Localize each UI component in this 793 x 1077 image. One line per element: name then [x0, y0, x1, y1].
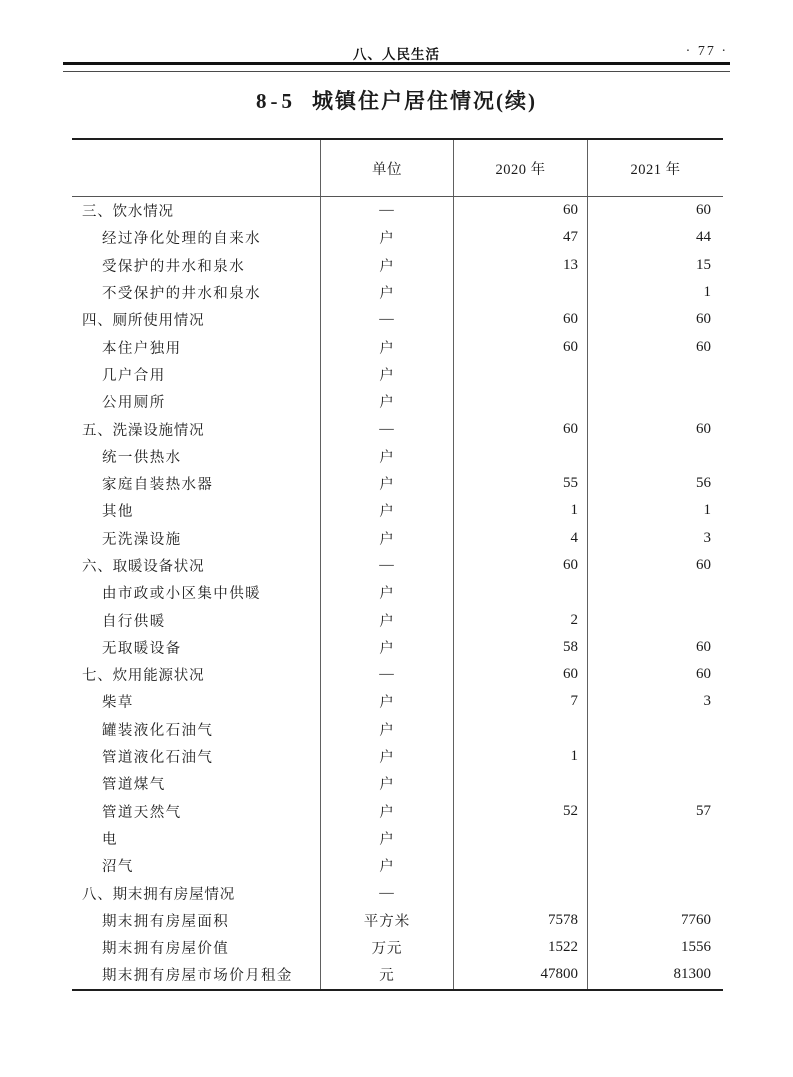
row-label: 家庭自装热水器	[102, 477, 214, 494]
row-value-2020	[453, 443, 587, 470]
row-label: 受保护的井水和泉水	[102, 258, 246, 275]
row-label: 公用厕所	[102, 395, 166, 412]
row-value-2021: 60	[587, 333, 723, 360]
row-value-2021	[587, 825, 723, 852]
table-row	[72, 879, 723, 906]
row-label: 期末拥有房屋市场价月租金	[102, 968, 293, 985]
table-row	[72, 934, 723, 961]
row-value-2021: 3	[587, 525, 723, 552]
row-value-2021	[587, 579, 723, 606]
header-rule-thin	[63, 71, 730, 73]
row-unit: —	[320, 661, 453, 688]
row-value-2021: 1	[587, 279, 723, 306]
row-value-2021: 15	[587, 252, 723, 279]
row-unit: —	[320, 197, 453, 224]
page-number: · 77 ·	[685, 44, 728, 59]
row-value-2020: 60	[453, 415, 587, 442]
row-value-2021: 1	[587, 497, 723, 524]
row-unit: 户	[320, 825, 453, 852]
row-unit: 平方米	[320, 907, 453, 934]
row-label: 八、期末拥有房屋情况	[82, 886, 235, 903]
row-label: 其他	[102, 504, 134, 521]
row-value-2020: 60	[453, 197, 587, 224]
table-row	[72, 688, 723, 715]
running-header-title: 八、人民生活	[353, 47, 440, 62]
table-row	[72, 552, 723, 579]
row-value-2020: 7	[453, 688, 587, 715]
row-label: 无洗澡设施	[102, 531, 182, 548]
row-label: 经过净化处理的自来水	[102, 231, 261, 248]
row-unit: 户	[320, 279, 453, 306]
row-unit: —	[320, 415, 453, 442]
row-value-2020: 2	[453, 606, 587, 633]
table-header-row	[72, 140, 723, 197]
row-value-2021: 60	[587, 197, 723, 224]
row-value-2020: 60	[453, 552, 587, 579]
row-value-2020	[453, 879, 587, 906]
table-row	[72, 333, 723, 360]
table-row	[72, 252, 723, 279]
row-unit: —	[320, 879, 453, 906]
row-label: 期末拥有房屋价值	[102, 941, 230, 958]
row-unit: 户	[320, 443, 453, 470]
table-row	[72, 825, 723, 852]
row-value-2021	[587, 852, 723, 879]
table-row	[72, 415, 723, 442]
row-label: 五、洗澡设施情况	[82, 422, 205, 439]
table-row	[72, 279, 723, 306]
row-unit: 万元	[320, 934, 453, 961]
row-unit: 户	[320, 333, 453, 360]
row-value-2020: 4	[453, 525, 587, 552]
table-row	[72, 470, 723, 497]
row-unit: 户	[320, 388, 453, 415]
row-unit: —	[320, 306, 453, 333]
row-unit: 户	[320, 770, 453, 797]
row-value-2020	[453, 770, 587, 797]
row-label: 四、厕所使用情况	[82, 313, 205, 330]
table-row	[72, 525, 723, 552]
table-row	[72, 907, 723, 934]
row-value-2021	[587, 443, 723, 470]
row-value-2021: 60	[587, 415, 723, 442]
header-cell-2021: 2021 年	[587, 140, 723, 196]
row-value-2020: 1	[453, 497, 587, 524]
row-value-2020	[453, 388, 587, 415]
row-unit: 户	[320, 634, 453, 661]
row-label: 本住户独用	[102, 340, 182, 357]
row-label: 沼气	[102, 859, 134, 876]
row-value-2021	[587, 770, 723, 797]
row-unit: 户	[320, 525, 453, 552]
row-value-2020	[453, 825, 587, 852]
row-value-2020: 60	[453, 306, 587, 333]
table-row	[72, 743, 723, 770]
header-cell-unit: 单位	[320, 140, 453, 196]
row-unit: —	[320, 552, 453, 579]
row-value-2020	[453, 852, 587, 879]
row-unit: 户	[320, 798, 453, 825]
row-value-2021	[587, 743, 723, 770]
row-unit: 户	[320, 579, 453, 606]
table-row	[72, 224, 723, 251]
header-rule-thick	[63, 62, 730, 65]
table-row	[72, 961, 723, 988]
row-value-2021: 60	[587, 306, 723, 333]
row-value-2020	[453, 279, 587, 306]
row-value-2020: 60	[453, 661, 587, 688]
row-value-2021: 56	[587, 470, 723, 497]
row-value-2021	[587, 879, 723, 906]
statistics-table	[72, 138, 723, 991]
row-label: 七、炊用能源状况	[82, 668, 205, 685]
row-value-2021: 3	[587, 688, 723, 715]
row-value-2020: 47	[453, 224, 587, 251]
table-row	[72, 661, 723, 688]
row-label: 六、取暖设备状况	[82, 559, 205, 575]
table-row	[72, 852, 723, 879]
row-unit: 户	[320, 743, 453, 770]
row-label: 罐装液化石油气	[102, 722, 214, 739]
row-value-2020: 7578	[453, 907, 587, 934]
row-value-2021: 7760	[587, 907, 723, 934]
row-value-2020: 55	[453, 470, 587, 497]
row-label: 几户合用	[102, 367, 166, 384]
table-row	[72, 634, 723, 661]
row-label: 无取暖设备	[102, 640, 182, 657]
row-label: 自行供暖	[102, 613, 166, 630]
table-row	[72, 798, 723, 825]
table-row	[72, 197, 723, 224]
row-unit: 户	[320, 688, 453, 715]
table-row	[72, 306, 723, 333]
row-value-2021	[587, 716, 723, 743]
table-title	[0, 85, 793, 115]
row-value-2020: 13	[453, 252, 587, 279]
row-value-2021: 1556	[587, 934, 723, 961]
header-cell-2020: 2020 年	[453, 140, 587, 196]
table-number: 8-5	[256, 89, 296, 113]
row-label: 柴草	[102, 695, 134, 712]
table-row	[72, 579, 723, 606]
row-label: 由市政或小区集中供暖	[102, 586, 261, 603]
row-label: 电	[102, 831, 118, 848]
row-value-2020	[453, 361, 587, 388]
row-unit: 元	[320, 961, 453, 988]
row-unit: 户	[320, 361, 453, 388]
row-value-2021: 60	[587, 661, 723, 688]
row-label: 管道天然气	[102, 804, 182, 821]
row-unit: 户	[320, 497, 453, 524]
row-value-2020: 47800	[453, 961, 587, 988]
table-row	[72, 606, 723, 633]
row-unit: 户	[320, 470, 453, 497]
row-value-2020	[453, 579, 587, 606]
row-value-2020	[453, 716, 587, 743]
row-unit: 户	[320, 852, 453, 879]
row-label: 期末拥有房屋面积	[102, 913, 230, 930]
row-value-2021: 60	[587, 552, 723, 579]
row-label: 管道煤气	[102, 777, 166, 794]
header-cell-label	[72, 140, 320, 196]
table-row	[72, 361, 723, 388]
row-value-2020: 1522	[453, 934, 587, 961]
row-value-2021: 60	[587, 634, 723, 661]
row-unit: 户	[320, 252, 453, 279]
row-value-2020: 52	[453, 798, 587, 825]
row-label: 不受保护的井水和泉水	[102, 286, 261, 303]
row-value-2021	[587, 606, 723, 633]
row-value-2021	[587, 361, 723, 388]
row-value-2020: 58	[453, 634, 587, 661]
row-label: 统一供热水	[102, 449, 182, 466]
row-value-2021	[587, 388, 723, 415]
row-unit: 户	[320, 606, 453, 633]
table-row	[72, 770, 723, 797]
row-label: 三、饮水情况	[82, 204, 174, 221]
table-title-text: 城镇住户居住情况(续)	[312, 89, 537, 113]
row-value-2021: 81300	[587, 961, 723, 988]
table-row	[72, 716, 723, 743]
row-value-2020: 60	[453, 333, 587, 360]
row-label: 管道液化石油气	[102, 750, 214, 767]
running-head	[63, 43, 730, 61]
row-value-2021: 57	[587, 798, 723, 825]
row-unit: 户	[320, 716, 453, 743]
row-value-2020: 1	[453, 743, 587, 770]
row-value-2021: 44	[587, 224, 723, 251]
row-unit: 户	[320, 224, 453, 251]
table-row	[72, 443, 723, 470]
table-row	[72, 497, 723, 524]
table-body	[72, 197, 723, 989]
table-row	[72, 388, 723, 415]
